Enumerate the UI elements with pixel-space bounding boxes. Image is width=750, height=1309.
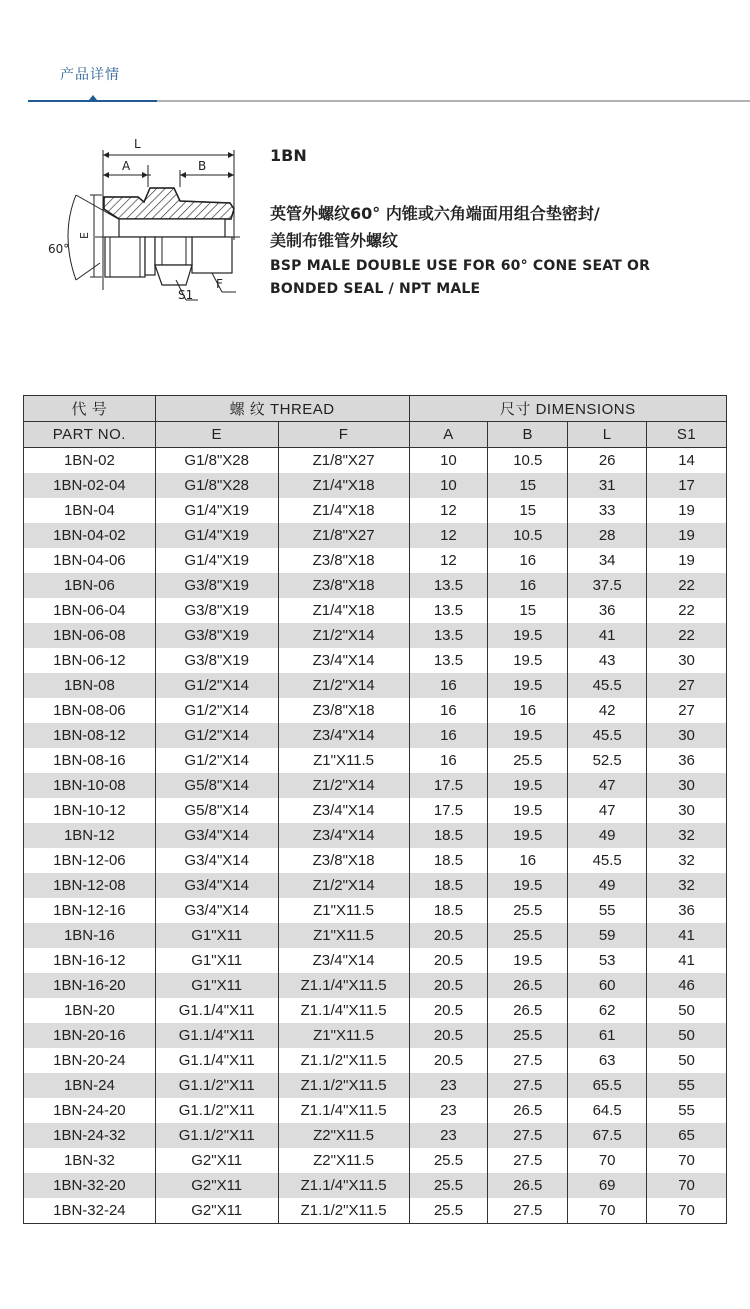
cell-dim-l: 42	[568, 698, 647, 723]
cell-dim-s1: 70	[647, 1148, 727, 1173]
cell-dim-s1: 14	[647, 448, 727, 474]
cell-part-no: 1BN-08-06	[24, 698, 156, 723]
cell-dim-b: 26.5	[488, 973, 568, 998]
cell-dim-s1: 22	[647, 598, 727, 623]
table-row	[24, 1123, 727, 1148]
cell-dim-a: 25.5	[409, 1198, 488, 1224]
cell-dim-b: 19.5	[488, 623, 568, 648]
cell-part-no: 1BN-06-08	[24, 623, 156, 648]
cell-dim-b: 25.5	[488, 1023, 568, 1048]
cell-dim-b: 19.5	[488, 648, 568, 673]
cell-dim-a: 17.5	[409, 798, 488, 823]
cell-dim-b: 19.5	[488, 723, 568, 748]
cell-dim-b: 10.5	[488, 448, 568, 474]
table-row	[24, 1098, 727, 1123]
cell-part-no: 1BN-32-24	[24, 1198, 156, 1224]
cell-dim-a: 20.5	[409, 973, 488, 998]
cell-thread-e: G3/8"X19	[155, 648, 278, 673]
cell-thread-f: Z3/4"X14	[278, 798, 409, 823]
cell-dim-b: 16	[488, 573, 568, 598]
table-row	[24, 823, 727, 848]
label-B: B	[198, 159, 207, 173]
cell-dim-l: 63	[568, 1048, 647, 1073]
cell-dim-s1: 46	[647, 973, 727, 998]
cell-thread-e: G1/2"X14	[155, 748, 278, 773]
label-F: F	[216, 277, 223, 291]
cell-dim-l: 69	[568, 1173, 647, 1198]
cell-thread-e: G3/8"X19	[155, 598, 278, 623]
cell-thread-f: Z1.1/2"X11.5	[278, 1198, 409, 1224]
cell-part-no: 1BN-06-04	[24, 598, 156, 623]
table-row	[24, 498, 727, 523]
cell-dim-s1: 41	[647, 948, 727, 973]
cell-dim-l: 28	[568, 523, 647, 548]
cell-thread-f: Z1/2"X14	[278, 873, 409, 898]
cell-thread-f: Z3/4"X14	[278, 648, 409, 673]
tab-active-indicator	[28, 100, 157, 102]
table-row	[24, 1023, 727, 1048]
cell-dim-b: 27.5	[488, 1073, 568, 1098]
cell-dim-a: 13.5	[409, 648, 488, 673]
table-row	[24, 473, 727, 498]
cell-thread-e: G2"X11	[155, 1148, 278, 1173]
cell-thread-e: G3/4"X14	[155, 898, 278, 923]
table-row	[24, 648, 727, 673]
cell-thread-f: Z3/8"X18	[278, 548, 409, 573]
cell-dim-a: 23	[409, 1123, 488, 1148]
cell-dim-a: 18.5	[409, 873, 488, 898]
caret-up-icon	[89, 95, 97, 100]
cell-part-no: 1BN-16	[24, 923, 156, 948]
cell-dim-s1: 32	[647, 823, 727, 848]
cell-dim-a: 20.5	[409, 998, 488, 1023]
cell-dim-b: 15	[488, 473, 568, 498]
cell-thread-f: Z1.1/4"X11.5	[278, 1098, 409, 1123]
label-A: A	[122, 159, 131, 173]
cell-dim-s1: 27	[647, 698, 727, 723]
cell-part-no: 1BN-02	[24, 448, 156, 474]
cell-dim-s1: 55	[647, 1098, 727, 1123]
cell-thread-f: Z1"X11.5	[278, 748, 409, 773]
cell-dim-l: 67.5	[568, 1123, 647, 1148]
cell-thread-e: G1.1/2"X11	[155, 1123, 278, 1148]
cell-thread-e: G2"X11	[155, 1173, 278, 1198]
cell-dim-l: 60	[568, 973, 647, 998]
table-row	[24, 848, 727, 873]
product-description-en	[270, 255, 690, 301]
cell-dim-l: 53	[568, 948, 647, 973]
header-col-S1: S1	[647, 422, 727, 448]
cell-dim-a: 16	[409, 748, 488, 773]
cell-part-no: 1BN-04-02	[24, 523, 156, 548]
cell-dim-s1: 36	[647, 748, 727, 773]
cell-thread-f: Z2"X11.5	[278, 1123, 409, 1148]
cell-dim-s1: 70	[647, 1173, 727, 1198]
table-row	[24, 673, 727, 698]
cell-part-no: 1BN-12-16	[24, 898, 156, 923]
cell-dim-b: 16	[488, 548, 568, 573]
cell-thread-e: G1/2"X14	[155, 673, 278, 698]
cell-dim-a: 13.5	[409, 598, 488, 623]
header-part-cn: 代 号	[24, 396, 156, 422]
table-row	[24, 798, 727, 823]
cell-dim-l: 55	[568, 898, 647, 923]
table-row	[24, 898, 727, 923]
cell-thread-f: Z1.1/4"X11.5	[278, 1173, 409, 1198]
tab-product-details[interactable]: 产品详情	[60, 67, 120, 83]
cell-dim-b: 19.5	[488, 673, 568, 698]
cell-dim-s1: 22	[647, 573, 727, 598]
description-en-line-1: BSP MALE DOUBLE USE FOR 60° CONE SEAT OR	[270, 258, 651, 274]
cell-dim-b: 19.5	[488, 823, 568, 848]
cell-dim-l: 33	[568, 498, 647, 523]
cell-thread-f: Z2"X11.5	[278, 1148, 409, 1173]
cell-dim-s1: 50	[647, 998, 727, 1023]
cell-thread-e: G1/4"X19	[155, 548, 278, 573]
cell-thread-e: G1/4"X19	[155, 523, 278, 548]
cell-dim-s1: 70	[647, 1198, 727, 1224]
cell-thread-f: Z1/2"X14	[278, 623, 409, 648]
table-row	[24, 598, 727, 623]
table-row	[24, 548, 727, 573]
cell-thread-f: Z1/4"X18	[278, 473, 409, 498]
label-angle: 60°	[48, 242, 70, 256]
cell-dim-l: 47	[568, 773, 647, 798]
cell-dim-b: 25.5	[488, 898, 568, 923]
cell-part-no: 1BN-06-12	[24, 648, 156, 673]
cell-dim-l: 45.5	[568, 848, 647, 873]
cell-dim-a: 13.5	[409, 623, 488, 648]
cell-dim-s1: 30	[647, 648, 727, 673]
table-row	[24, 1173, 727, 1198]
table-row	[24, 623, 727, 648]
fitting-diagram	[40, 135, 240, 315]
cell-thread-e: G1/2"X14	[155, 723, 278, 748]
cell-dim-a: 16	[409, 698, 488, 723]
cell-dim-l: 62	[568, 998, 647, 1023]
cell-part-no: 1BN-04-06	[24, 548, 156, 573]
cell-part-no: 1BN-08	[24, 673, 156, 698]
table-row	[24, 723, 727, 748]
cell-dim-a: 12	[409, 548, 488, 573]
cell-dim-l: 70	[568, 1198, 647, 1224]
header-part-en: PART NO.	[24, 422, 156, 448]
cell-thread-f: Z1.1/4"X11.5	[278, 998, 409, 1023]
cell-part-no: 1BN-04	[24, 498, 156, 523]
table-body	[24, 448, 727, 1224]
cell-thread-f: Z3/4"X14	[278, 723, 409, 748]
cell-dim-s1: 19	[647, 548, 727, 573]
cell-thread-f: Z1/4"X18	[278, 598, 409, 623]
product-description-cn	[270, 200, 690, 254]
cell-dim-a: 17.5	[409, 773, 488, 798]
cell-dim-a: 12	[409, 523, 488, 548]
cell-thread-f: Z1"X11.5	[278, 923, 409, 948]
cell-thread-e: G1.1/4"X11	[155, 1023, 278, 1048]
cell-dim-s1: 36	[647, 898, 727, 923]
table-row	[24, 1148, 727, 1173]
cell-dim-s1: 50	[647, 1023, 727, 1048]
cell-part-no: 1BN-08-16	[24, 748, 156, 773]
cell-dim-l: 64.5	[568, 1098, 647, 1123]
cell-thread-f: Z3/8"X18	[278, 698, 409, 723]
cell-dim-l: 61	[568, 1023, 647, 1048]
cell-dim-b: 15	[488, 598, 568, 623]
cell-dim-l: 59	[568, 923, 647, 948]
cell-thread-f: Z1"X11.5	[278, 1023, 409, 1048]
cell-thread-e: G1"X11	[155, 923, 278, 948]
cell-dim-l: 45.5	[568, 673, 647, 698]
cell-dim-l: 43	[568, 648, 647, 673]
cell-thread-e: G3/8"X19	[155, 623, 278, 648]
cell-dim-a: 20.5	[409, 1023, 488, 1048]
product-code: 1BN	[270, 146, 307, 165]
cell-thread-e: G1/8"X28	[155, 448, 278, 474]
label-E: E	[78, 232, 91, 239]
cell-dim-a: 18.5	[409, 848, 488, 873]
cell-dim-b: 16	[488, 848, 568, 873]
cell-dim-s1: 55	[647, 1073, 727, 1098]
cell-part-no: 1BN-24-20	[24, 1098, 156, 1123]
cell-thread-f: Z1/2"X14	[278, 673, 409, 698]
cell-part-no: 1BN-12-06	[24, 848, 156, 873]
cell-dim-a: 16	[409, 673, 488, 698]
cell-thread-e: G1.1/2"X11	[155, 1073, 278, 1098]
cell-dim-a: 20.5	[409, 948, 488, 973]
cell-part-no: 1BN-08-12	[24, 723, 156, 748]
cell-part-no: 1BN-24-32	[24, 1123, 156, 1148]
header-col-E: E	[155, 422, 278, 448]
table-row	[24, 573, 727, 598]
cell-dim-l: 47	[568, 798, 647, 823]
cell-part-no: 1BN-10-12	[24, 798, 156, 823]
cell-dim-a: 16	[409, 723, 488, 748]
table-row	[24, 1073, 727, 1098]
cell-dim-l: 65.5	[568, 1073, 647, 1098]
cell-thread-f: Z3/4"X14	[278, 948, 409, 973]
header-thread: 螺 纹 THREAD	[155, 396, 409, 422]
cell-dim-s1: 50	[647, 1048, 727, 1073]
cell-thread-e: G3/4"X14	[155, 873, 278, 898]
cell-dim-l: 49	[568, 873, 647, 898]
cell-dim-s1: 17	[647, 473, 727, 498]
cell-dim-a: 25.5	[409, 1173, 488, 1198]
cell-part-no: 1BN-16-20	[24, 973, 156, 998]
cell-thread-e: G1"X11	[155, 973, 278, 998]
cell-thread-f: Z3/8"X18	[278, 573, 409, 598]
cell-thread-e: G5/8"X14	[155, 798, 278, 823]
cell-dim-a: 23	[409, 1098, 488, 1123]
cell-dim-b: 15	[488, 498, 568, 523]
cell-thread-f: Z1.1/2"X11.5	[278, 1048, 409, 1073]
cell-dim-l: 37.5	[568, 573, 647, 598]
cell-dim-s1: 30	[647, 723, 727, 748]
cell-dim-l: 41	[568, 623, 647, 648]
cell-thread-f: Z1/4"X18	[278, 498, 409, 523]
specifications-table	[23, 395, 727, 1224]
cell-dim-s1: 65	[647, 1123, 727, 1148]
description-cn-line-2: 美制布锥管外螺纹	[270, 231, 399, 250]
cell-dim-s1: 32	[647, 873, 727, 898]
cell-thread-e: G5/8"X14	[155, 773, 278, 798]
cell-thread-f: Z1/2"X14	[278, 773, 409, 798]
cell-dim-a: 13.5	[409, 573, 488, 598]
table-row	[24, 773, 727, 798]
cell-dim-s1: 22	[647, 623, 727, 648]
cell-dim-s1: 30	[647, 773, 727, 798]
cell-thread-f: Z3/4"X14	[278, 823, 409, 848]
cell-dim-b: 25.5	[488, 748, 568, 773]
table-row	[24, 523, 727, 548]
cell-thread-e: G1.1/2"X11	[155, 1098, 278, 1123]
header-col-F: F	[278, 422, 409, 448]
cell-thread-e: G3/4"X14	[155, 848, 278, 873]
label-L: L	[134, 137, 141, 151]
cell-dim-a: 20.5	[409, 1048, 488, 1073]
cell-dim-a: 18.5	[409, 898, 488, 923]
cell-thread-e: G1/4"X19	[155, 498, 278, 523]
tab-bar	[0, 0, 750, 110]
description-cn-line-1: 英管外螺纹60° 内锥或六角端面用组合垫密封/	[270, 204, 600, 223]
cell-thread-f: Z1/8"X27	[278, 448, 409, 474]
table-row	[24, 873, 727, 898]
cell-dim-s1: 41	[647, 923, 727, 948]
cell-thread-e: G1"X11	[155, 948, 278, 973]
header-col-B: B	[488, 422, 568, 448]
cell-dim-s1: 30	[647, 798, 727, 823]
cell-part-no: 1BN-32-20	[24, 1173, 156, 1198]
cell-dim-b: 19.5	[488, 773, 568, 798]
cell-part-no: 1BN-20-24	[24, 1048, 156, 1073]
cell-dim-b: 27.5	[488, 1148, 568, 1173]
label-S1: S1	[178, 288, 194, 302]
cell-thread-e: G3/8"X19	[155, 573, 278, 598]
table-row	[24, 973, 727, 998]
cell-dim-a: 18.5	[409, 823, 488, 848]
cell-dim-b: 26.5	[488, 1098, 568, 1123]
cell-part-no: 1BN-10-08	[24, 773, 156, 798]
cell-thread-e: G1/8"X28	[155, 473, 278, 498]
cell-part-no: 1BN-06	[24, 573, 156, 598]
cell-dim-b: 19.5	[488, 873, 568, 898]
cell-thread-e: G1/2"X14	[155, 698, 278, 723]
cell-dim-a: 20.5	[409, 923, 488, 948]
cell-dim-l: 36	[568, 598, 647, 623]
cell-dim-b: 19.5	[488, 948, 568, 973]
cell-thread-f: Z1.1/2"X11.5	[278, 1073, 409, 1098]
cell-dim-b: 26.5	[488, 998, 568, 1023]
table-row	[24, 998, 727, 1023]
cell-dim-s1: 27	[647, 673, 727, 698]
cell-dim-a: 10	[409, 448, 488, 474]
cell-dim-b: 27.5	[488, 1123, 568, 1148]
cell-dim-l: 70	[568, 1148, 647, 1173]
cell-dim-l: 49	[568, 823, 647, 848]
table-row	[24, 748, 727, 773]
table-row	[24, 698, 727, 723]
cell-part-no: 1BN-20	[24, 998, 156, 1023]
table-row	[24, 1048, 727, 1073]
cell-dim-b: 27.5	[488, 1048, 568, 1073]
table-row	[24, 448, 727, 474]
cell-dim-l: 52.5	[568, 748, 647, 773]
cell-dim-b: 19.5	[488, 798, 568, 823]
cell-dim-s1: 32	[647, 848, 727, 873]
cell-part-no: 1BN-16-12	[24, 948, 156, 973]
cell-thread-e: G3/4"X14	[155, 823, 278, 848]
table-row	[24, 948, 727, 973]
cell-dim-l: 45.5	[568, 723, 647, 748]
cell-dim-a: 25.5	[409, 1148, 488, 1173]
header-col-A: A	[409, 422, 488, 448]
cell-thread-e: G1.1/4"X11	[155, 998, 278, 1023]
cell-thread-f: Z1/8"X27	[278, 523, 409, 548]
cell-thread-f: Z1.1/4"X11.5	[278, 973, 409, 998]
cell-part-no: 1BN-20-16	[24, 1023, 156, 1048]
cell-dim-l: 31	[568, 473, 647, 498]
cell-dim-a: 23	[409, 1073, 488, 1098]
cell-dim-b: 25.5	[488, 923, 568, 948]
cell-dim-a: 12	[409, 498, 488, 523]
cell-dim-l: 34	[568, 548, 647, 573]
cell-part-no: 1BN-32	[24, 1148, 156, 1173]
cell-dim-s1: 19	[647, 523, 727, 548]
table-row	[24, 923, 727, 948]
table-row	[24, 1198, 727, 1224]
cell-dim-l: 26	[568, 448, 647, 474]
cell-dim-b: 27.5	[488, 1198, 568, 1224]
description-en-line-2: BONDED SEAL / NPT MALE	[270, 281, 481, 297]
cell-dim-b: 16	[488, 698, 568, 723]
cell-part-no: 1BN-02-04	[24, 473, 156, 498]
cell-dim-s1: 19	[647, 498, 727, 523]
cell-dim-b: 10.5	[488, 523, 568, 548]
cell-dim-a: 10	[409, 473, 488, 498]
cell-thread-e: G1.1/4"X11	[155, 1048, 278, 1073]
header-dimensions: 尺寸 DIMENSIONS	[409, 396, 726, 422]
cell-part-no: 1BN-12	[24, 823, 156, 848]
cell-part-no: 1BN-12-08	[24, 873, 156, 898]
cell-part-no: 1BN-24	[24, 1073, 156, 1098]
header-col-L: L	[568, 422, 647, 448]
cell-thread-e: G2"X11	[155, 1198, 278, 1224]
cell-dim-b: 26.5	[488, 1173, 568, 1198]
cell-thread-f: Z3/8"X18	[278, 848, 409, 873]
cell-thread-f: Z1"X11.5	[278, 898, 409, 923]
